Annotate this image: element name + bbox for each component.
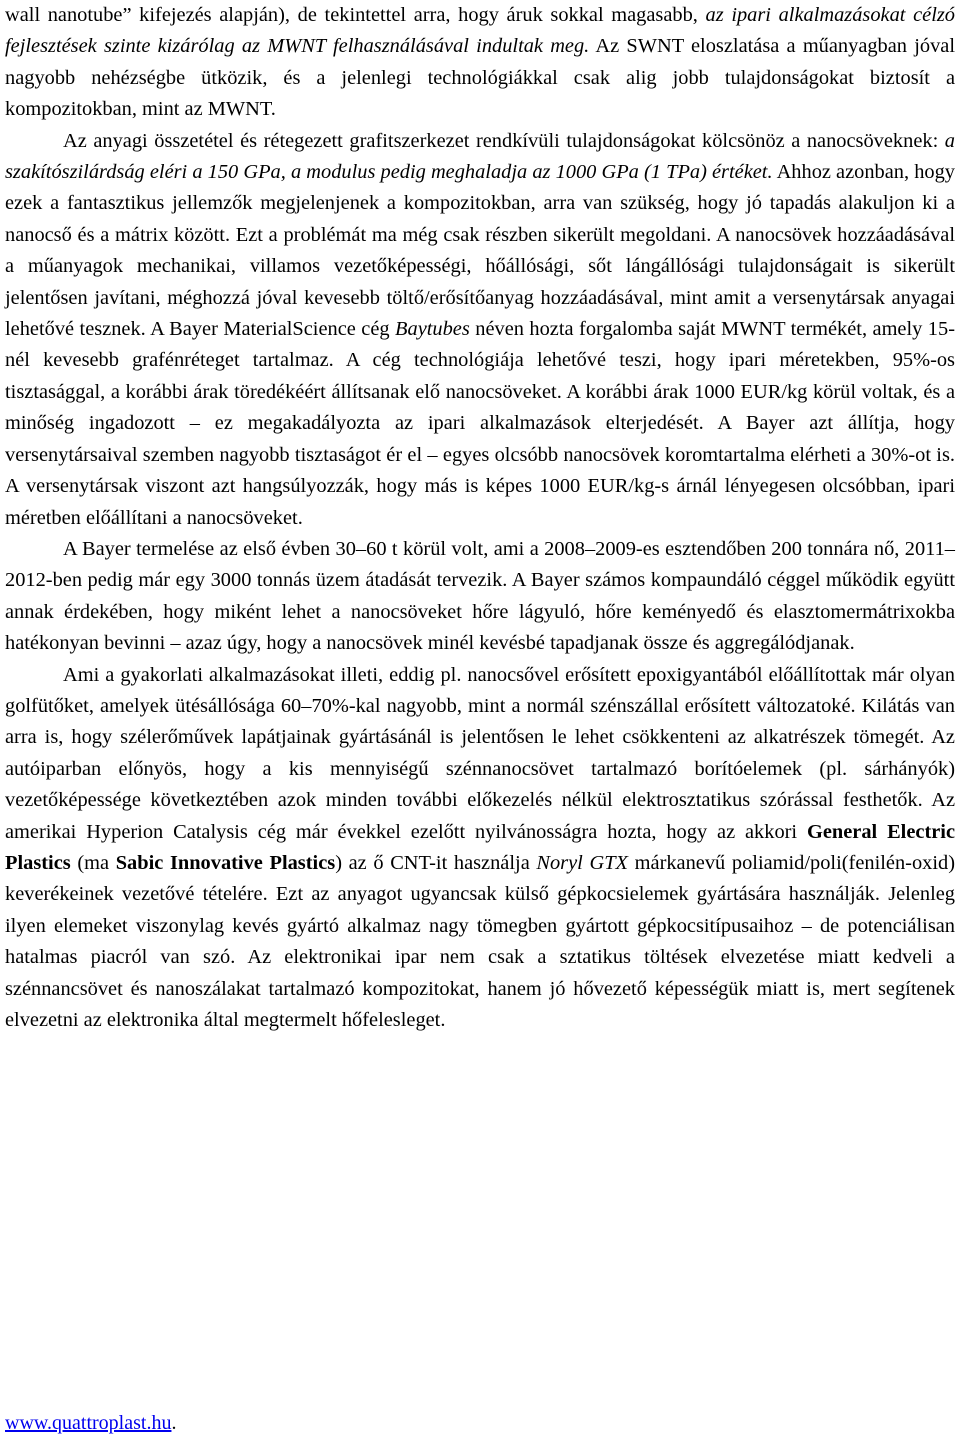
text-run: márkanevű poliamid/poli(fenilén-oxid) keverékeinek vezetővé tételére. Ezt az anyagot ugyancsak külső gépkocsielemek gyártására használják. Jelenleg ilyen elemeket viszonylag kevés gyártó alkalmaz nagy tömegben gyártott gépkocsitípusaihoz – de potenciálisan hatalmas piacról van szó. Az elektronikai ipar nem csak a sztatikus töltések elvezetése miatt kedveli a szénnancsövet és nanoszálakat tartalmazó kompozitokat, hanem jó hővezető képességük miatt is, mert segítenek elvezetni az elektronika által megtermelt hőfelesleget. xyxy=(5,851,955,1031)
text-run: (ma xyxy=(70,851,116,874)
document-body xyxy=(5,0,955,1036)
text-run: néven hozta forgalomba saját MWNT termékét, amely 15-nél kevesebb grafénréteget tartalmaz. A cég technológiája lehetővé teszi, hogy ipari méretekben, 95%-os tisztasággal, a korábbi árak töredékéért állítsanak elő nanocsöveket. A korábbi árak 1000 EUR/kg körül voltak, és a minőség ingadozott – ez megakadályozta az ipari alkalmazások elterjedését. A Bayer azt állítja, hogy versenytársaival szemben nagyobb tisztaságot ér el – egyes olcsóbb nanocsövek koromtartalma elérheti a 30%-ot is. A versenytársak viszont azt hangsúlyozzák, hogy más is képes 1000 EUR/kg-s árnál lényegesen olcsóbban, ipari méretben előállítani a nanocsöveket. xyxy=(5,318,955,529)
bold-text: Sabic Innovative Plastics xyxy=(115,851,336,874)
italic-text: a szakítószilárdság eléri a 150 GPa, a modulus pedig meghaladja az 1000 GPa (1 TPa) értéket. xyxy=(5,129,955,184)
italic-text: az ipari alkalmazásokat célzó fejlesztések szinte kizárólag az MWNT felhasználásával indultak meg. xyxy=(5,4,956,58)
text-run: Ahhoz azonban, hogy ezek a fantasztikus jellemzők megjelenjenek a kompozitokban, arra van szükség, hogy jó tapadás alakuljon ki a nanocső és a mátrix között. Ezt a problémát ma még csak részben sikerült megoldani. A nanocsövek hozzáadásával a műanyagok mechanikai, villamos vezetőképességi, hőállósági, sőt lángállósági tulajdonságait is sikerült jelentősen javítani, méghozzá jóval kevesebb töltő/erősítőanyag hozzáadásával, mint amit a versenytársak anyagai lehetővé tesznek. A Bayer MaterialScience cég xyxy=(5,161,955,341)
italic-text: Noryl GTX xyxy=(536,851,629,874)
footer xyxy=(5,1411,176,1435)
paragraph xyxy=(5,126,955,534)
bold-text: General Electric Plastics xyxy=(5,820,956,874)
website-link[interactable]: www.quattroplast.hu xyxy=(5,1412,172,1434)
text-run: Az SWNT eloszlatása a műanyagban jóval nagyobb nehézségbe ütközik, és a jelenlegi technológiákkal csak alig jobb tulajdonságokat biztosít a kompozitokban, mint az MWNT. xyxy=(5,35,955,121)
paragraph xyxy=(5,0,955,126)
paragraph xyxy=(5,534,955,660)
text-run: Ami a gyakorlati alkalmazásokat illeti, eddig pl. nanocsővel erősített epoxigyantából előállítottak már olyan golfütőket, amelyek ütésállósága 60–70%-kal nagyobb, mint a normál szénszállal erősített változatoké. Kilátás van arra is, hogy szélerőművek lapátjainak gyártásánál is jelentősen le lehet csökkenteni az alkatrészek tömegét. Az autóiparban előnyös, hogy a kis mennyiségű szénnanocsövet tartalmazó borítóelemek (pl. sárhányók) vezetőképessége következtében azok minden további előkezelés nélkül elektrosztatikus szórással festhetők. Az amerikai Hyperion Catalysis cég már évekkel ezelőtt nyilvánosságra hozta, hogy az akkori xyxy=(5,663,955,843)
italic-text: Baytubes xyxy=(395,318,470,341)
paragraph xyxy=(5,660,955,1037)
text-run: Az anyagi összetétel és rétegezett grafitszerkezet rendkívüli tulajdonságokat kölcsönöz a nanocsöveknek: xyxy=(63,129,945,152)
text-run: ) az ő CNT-it használja xyxy=(335,851,537,874)
text-run: A Bayer termelése az első évben 30–60 t körül volt, ami a 2008–2009-es esztendőben 200 tonnára nő, 2011–2012-ben pedig már egy 3000 tonnás üzem átadását tervezik. A Bayer számos kompaundáló céggel működik együtt annak érdekében, hogy miként lehet a nanocsöveket hőre lágyuló, hőre keményedő és elasztomermátrixokba hatékonyan bevinni – azaz úgy, hogy a nanocsövek minél kevésbé tapadjanak össze és aggregálódjanak. xyxy=(5,537,955,655)
text-run: wall nanotube” kifejezés alapján), de tekintettel arra, hogy áruk sokkal magasabb, xyxy=(5,4,706,26)
footer-period: . xyxy=(171,1412,177,1434)
